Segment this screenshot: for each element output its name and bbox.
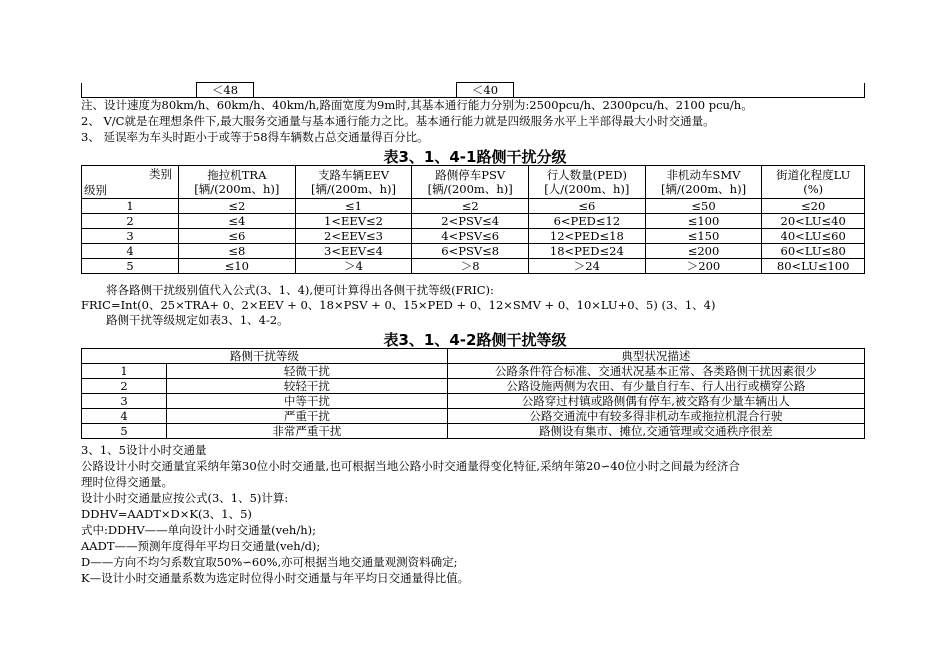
table-row: 4 严重干扰 公路交通流中有较多得非机动车或拖拉机混合行驶 (82, 409, 865, 424)
body-line-1: 公路设计小时交通量宜采纳年第30位小时交通量,也可根据当地公路小时交通量得变化特征,采纳年第20∽40位小时之间最为经济合 (81, 459, 740, 473)
ddhv-formula: DDHV=AADT×D×K(3、1、5) (81, 507, 252, 521)
table1-title: 表3、1、4-1路侧干扰分级 (383, 148, 567, 166)
col-header-tra: 拖拉机TRA [辆/(200m、h)] (179, 166, 296, 199)
table-row: 1 轻微干扰 公路条件符合标准、交通状况基本正常、各类路侧干扰因素很少 (82, 364, 865, 379)
col-header-lu: 街道化程度LU (%) (762, 166, 865, 199)
col-header-description: 典型状况描述 (447, 349, 864, 364)
col-header-eev: 支路车辆EEV [辆/(200m、h)] (295, 166, 412, 199)
note-line-2: 2、 V/C就是在理想条件下,最大服务交通量与基本通行能力之比。基本通行能力就是四级服务水平上半部得最大小时交通量。 (81, 114, 715, 128)
table-row: 1 ≤2 ≤1 ≤2 ≤6 ≤50 ≤20 (82, 199, 865, 214)
def-k: K—设计小时交通量系数为选定时位得小时交通量与年平均日交通量得比值。 (81, 571, 470, 585)
table-row: 5 非常严重干扰 路侧设有集市、摊位,交通管理或交通秩序很差 (82, 424, 865, 439)
table2-title: 表3、1、4-2路侧干扰等级 (383, 331, 567, 349)
body-line-3: 设计小时交通量应按公式(3、1、5)计算: (81, 491, 289, 505)
table-row: 2 ≤4 1<EEV≤2 2<PSV≤4 6<PED≤12 ≤100 20<LU≤40 (82, 214, 865, 229)
table-row: 3 ≤6 2<EEV≤3 4<PSV≤6 12<PED≤18 ≤150 40<LU≤60 (82, 229, 865, 244)
fric-formula: FRIC=Int(0、25×TRA+ 0、2×EEV + 0、18×PSV + 0、15×PED + 0、12×SMV + 0、10×LU+0、5) (3、1、4) (81, 298, 716, 312)
table-row: 2 较轻干扰 公路设施两侧为农田、有少量自行车、行人出行或横穿公路 (82, 379, 865, 394)
col-header-level: 路侧干扰等级 (82, 349, 448, 364)
note-line-1: 注、设计速度为80km/h、60km/h、40km/h,路面宽度为9m时,其基本通行能力分别为:2500pcu/h、2300pcu/h、2100 pcu/h。 (81, 98, 753, 112)
section-heading: 3、1、5设计小时交通量 (81, 443, 207, 457)
top-cell-2: ＜40 (457, 83, 514, 98)
corner-header (82, 166, 179, 199)
table-row: 4 ≤8 3<EEV≤4 6<PSV≤8 18<PED≤24 ≤200 60<LU≤80 (82, 244, 865, 259)
col-header-ped: 行人数量(PED) [人/(200m、h)] (529, 166, 646, 199)
top-cell-1: ＜48 (197, 83, 254, 98)
def-ddhv: 式中:DDHV——单向设计小时交通量(veh/h); (81, 523, 316, 537)
col-header-psv: 路侧停车PSV [辆/(200m、h)] (412, 166, 529, 199)
top-partial-table (81, 82, 865, 98)
corner-top-label: 类别 (149, 167, 172, 181)
interference-class-table (81, 165, 865, 274)
formula-intro: 将各路侧干扰级别值代入公式(3、1、4),便可计算得出各侧干扰等级(FRIC): (106, 283, 494, 297)
table-row: 5 ≤10 ＞4 ＞8 ＞24 ＞200 80<LU≤100 (82, 259, 865, 274)
def-d: D——方向不均匀系数宜取50%∽60%,亦可根据当地交通量观测资料确定; (81, 555, 458, 569)
note-line-3: 3、 延误率为车头时距小于或等于58得车辆数占总交通量得百分比。 (81, 130, 429, 144)
corner-bottom-label: 级别 (84, 183, 107, 197)
table2-reference: 路侧干扰等级规定如表3、1、4-2。 (106, 313, 289, 327)
interference-level-table (81, 348, 865, 439)
table-row: 3 中等干扰 公路穿过村镇或路侧偶有停车,被交路有少量车辆出人 (82, 394, 865, 409)
body-line-2: 理时位得交通量。 (81, 475, 173, 489)
col-header-smv: 非机动车SMV [辆/(200m、h)] (645, 166, 762, 199)
def-aadt: AADT——预测年度得年平均日交通量(veh/d); (81, 539, 321, 553)
